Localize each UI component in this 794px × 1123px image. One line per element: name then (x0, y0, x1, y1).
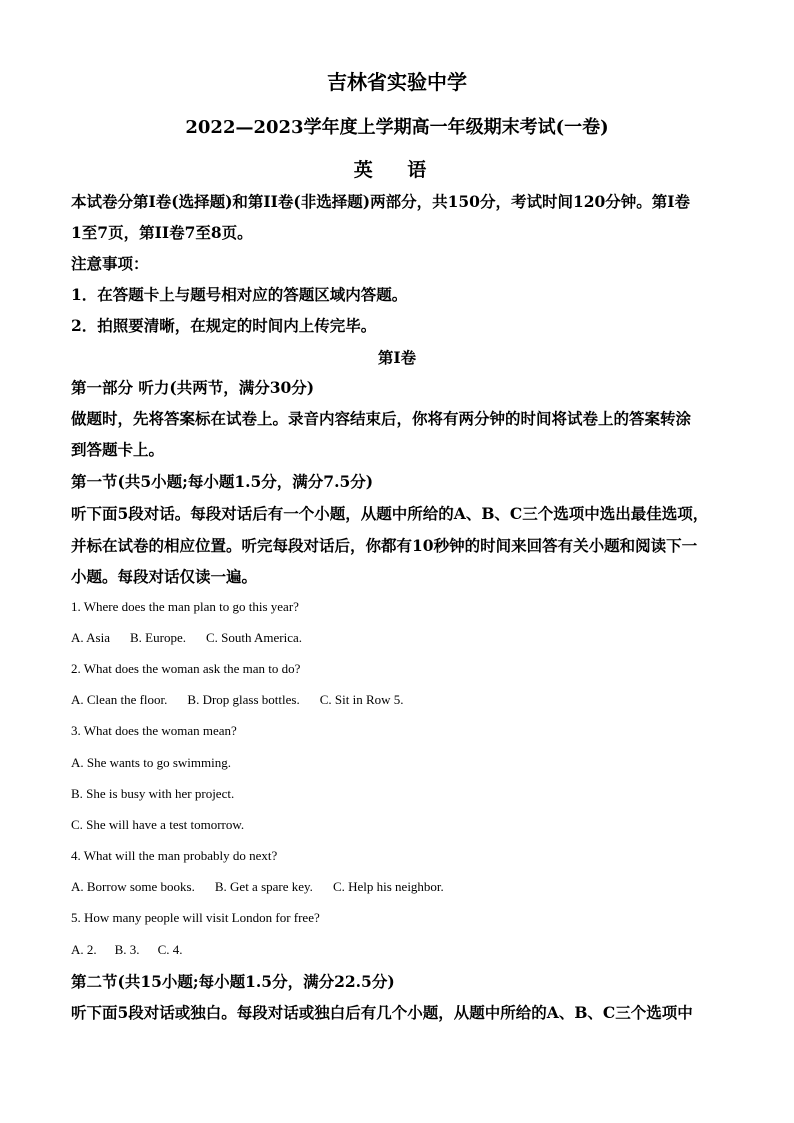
question-2-options (71, 684, 731, 715)
option-a: A. Clean the floor. (71, 692, 168, 707)
option-a: A. She wants to go swimming. (71, 755, 231, 770)
option-b: B. 3. (114, 942, 140, 957)
option-b: B. Get a spare key. (214, 879, 313, 894)
question-5: 5. How many people will visit London for free? (71, 910, 320, 925)
option-b: B. Europe. (130, 630, 186, 645)
question-1-options (71, 622, 731, 653)
section1-instruction-line-3: 小题。每段对话仅读一遍。 (71, 567, 258, 586)
notice-title: 注意事项： (71, 254, 149, 273)
volume-heading: 第I卷 (377, 348, 417, 367)
question-4-options (71, 871, 731, 902)
intro-line-1: 本试卷分第I卷(选择题)和第II卷(非选择题)两部分，共150分，考试时间120分钟。第I卷 (71, 192, 691, 211)
option-c: C. She will have a test tomorrow. (71, 817, 245, 832)
intro-line-2: 1至7页，第II卷7至8页。 (71, 223, 253, 242)
section2-title: 第二节(共15小题;每小题1.5分，满分22.5分) (71, 972, 395, 991)
exam-title: 2022—2023学年度上学期高一年级期末考试(一卷) (185, 117, 609, 138)
option-a: A. Asia (71, 630, 110, 645)
section1-title: 第一节(共5小题;每小题1.5分，满分7.5分) (71, 472, 374, 491)
option-a: A. Borrow some books. (71, 879, 195, 894)
question-5-options (71, 934, 731, 965)
subject-title: 英 语 (353, 159, 441, 181)
school-title: 吉林省实验中学 (327, 70, 467, 94)
option-c: C. Sit in Row 5. (319, 692, 404, 707)
part1-instruction-line-1: 做题时，先将答案标在试卷上。录音内容结束后，你将有两分钟的时间将试卷上的答案转涂 (71, 409, 692, 428)
option-b: B. She is busy with her project. (71, 786, 235, 801)
section1-instruction-line-1: 听下面5段对话。每段对话后有一个小题，从题中所给的A、B、C三个选项中选出最佳选项， (71, 504, 709, 523)
option-c: C. 4. (157, 942, 183, 957)
notice-item-2: 2．拍照要清晰，在规定的时间内上传完毕。 (71, 316, 377, 335)
option-a: A. 2. (71, 942, 97, 957)
question-2: 2. What does the woman ask the man to do? (71, 661, 301, 676)
part1-instruction-line-2: 到答题卡上。 (71, 440, 165, 459)
section1-instruction-line-2: 并标在试卷的相应位置。听完每段对话后，你都有10秒钟的时间来回答有关小题和阅读下一 (71, 536, 698, 555)
part1-title: 第一部分 听力(共两节，满分30分) (71, 378, 315, 397)
question-3: 3. What does the woman mean? (71, 723, 237, 738)
section2-instruction-line-1: 听下面5段对话或独白。每段对话或独白后有几个小题，从题中所给的A、B、C三个选项中 (71, 1003, 693, 1022)
question-4: 4. What will the man probably do next? (71, 848, 278, 863)
question-1: 1. Where does the man plan to go this year? (71, 599, 299, 614)
notice-item-1: 1．在答题卡上与题号相对应的答题区域内答题。 (71, 285, 408, 304)
option-c: C. South America. (205, 630, 303, 645)
option-c: C. Help his neighbor. (332, 879, 444, 894)
option-b: B. Drop glass bottles. (187, 692, 300, 707)
